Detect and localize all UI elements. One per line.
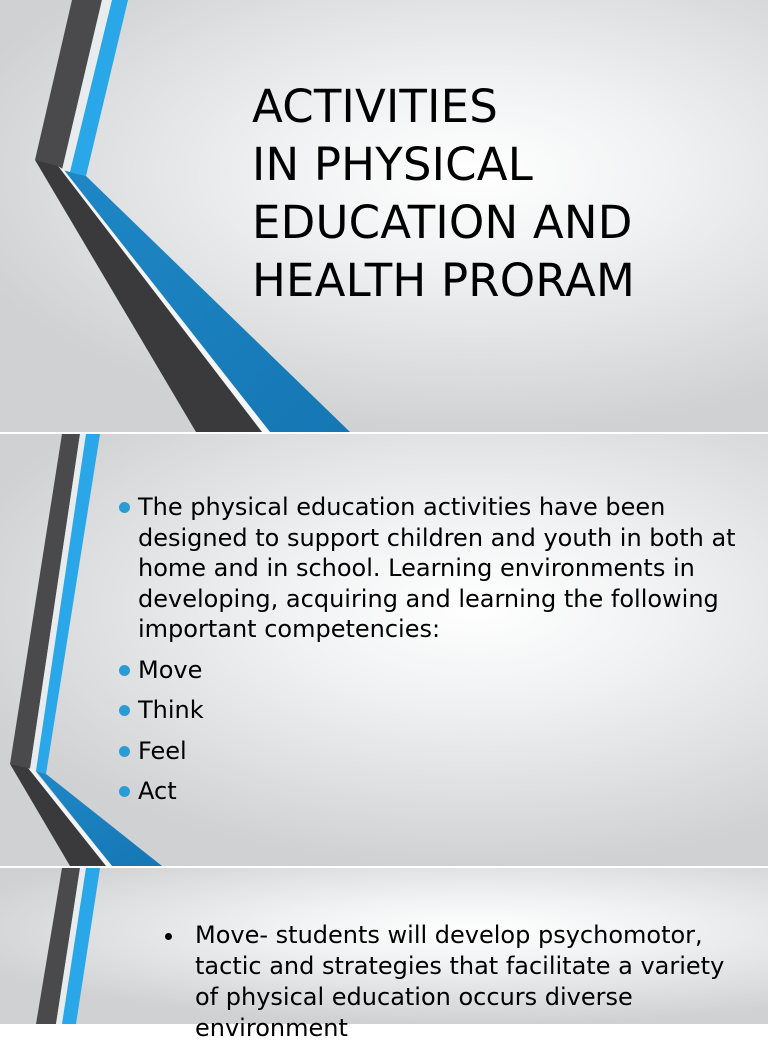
- bullet-text: Move- students will develop psychomotor, tactic and strategies that facilitate a variety of physical education occurs diverse environment: [195, 921, 725, 1042]
- bullet-text: Think: [138, 696, 204, 724]
- bullet-list: [162, 920, 742, 1044]
- title-line-4: HEALTH PRORAM: [252, 254, 636, 307]
- bullet-text: Act: [138, 777, 177, 805]
- bullet-dot-icon: [119, 502, 130, 513]
- bullet-list: [118, 492, 750, 817]
- title-line-2: IN PHYSICAL: [252, 138, 534, 191]
- bullet-item: [118, 736, 750, 767]
- title-line-1: ACTIVITIES: [252, 80, 498, 133]
- bullet-text: Feel: [138, 736, 187, 765]
- bullet-dot-icon: [119, 786, 130, 797]
- slide-title: [252, 78, 635, 310]
- title-slide: [0, 0, 768, 432]
- bullet-dot-icon: [165, 933, 172, 940]
- bullet-dot-icon: [119, 746, 130, 757]
- bullet-dot-icon: [119, 705, 130, 716]
- content-slide-competencies: [0, 434, 768, 866]
- bullet-item: [162, 920, 742, 1044]
- bullet-item: [118, 776, 750, 807]
- bullet-item: [118, 655, 750, 686]
- bullet-text: The physical education activities have been designed to support children and youth in both at home and in school. Learning environments in developing, acquiring and learning the following important competencies:: [138, 493, 736, 643]
- bullet-text: Move: [138, 655, 203, 684]
- title-line-3: EDUCATION AND: [252, 196, 633, 249]
- content-slide-move: [0, 868, 768, 1042]
- bullet-item: [118, 695, 750, 726]
- bullet-dot-icon: [119, 665, 130, 676]
- bullet-item: [118, 492, 750, 645]
